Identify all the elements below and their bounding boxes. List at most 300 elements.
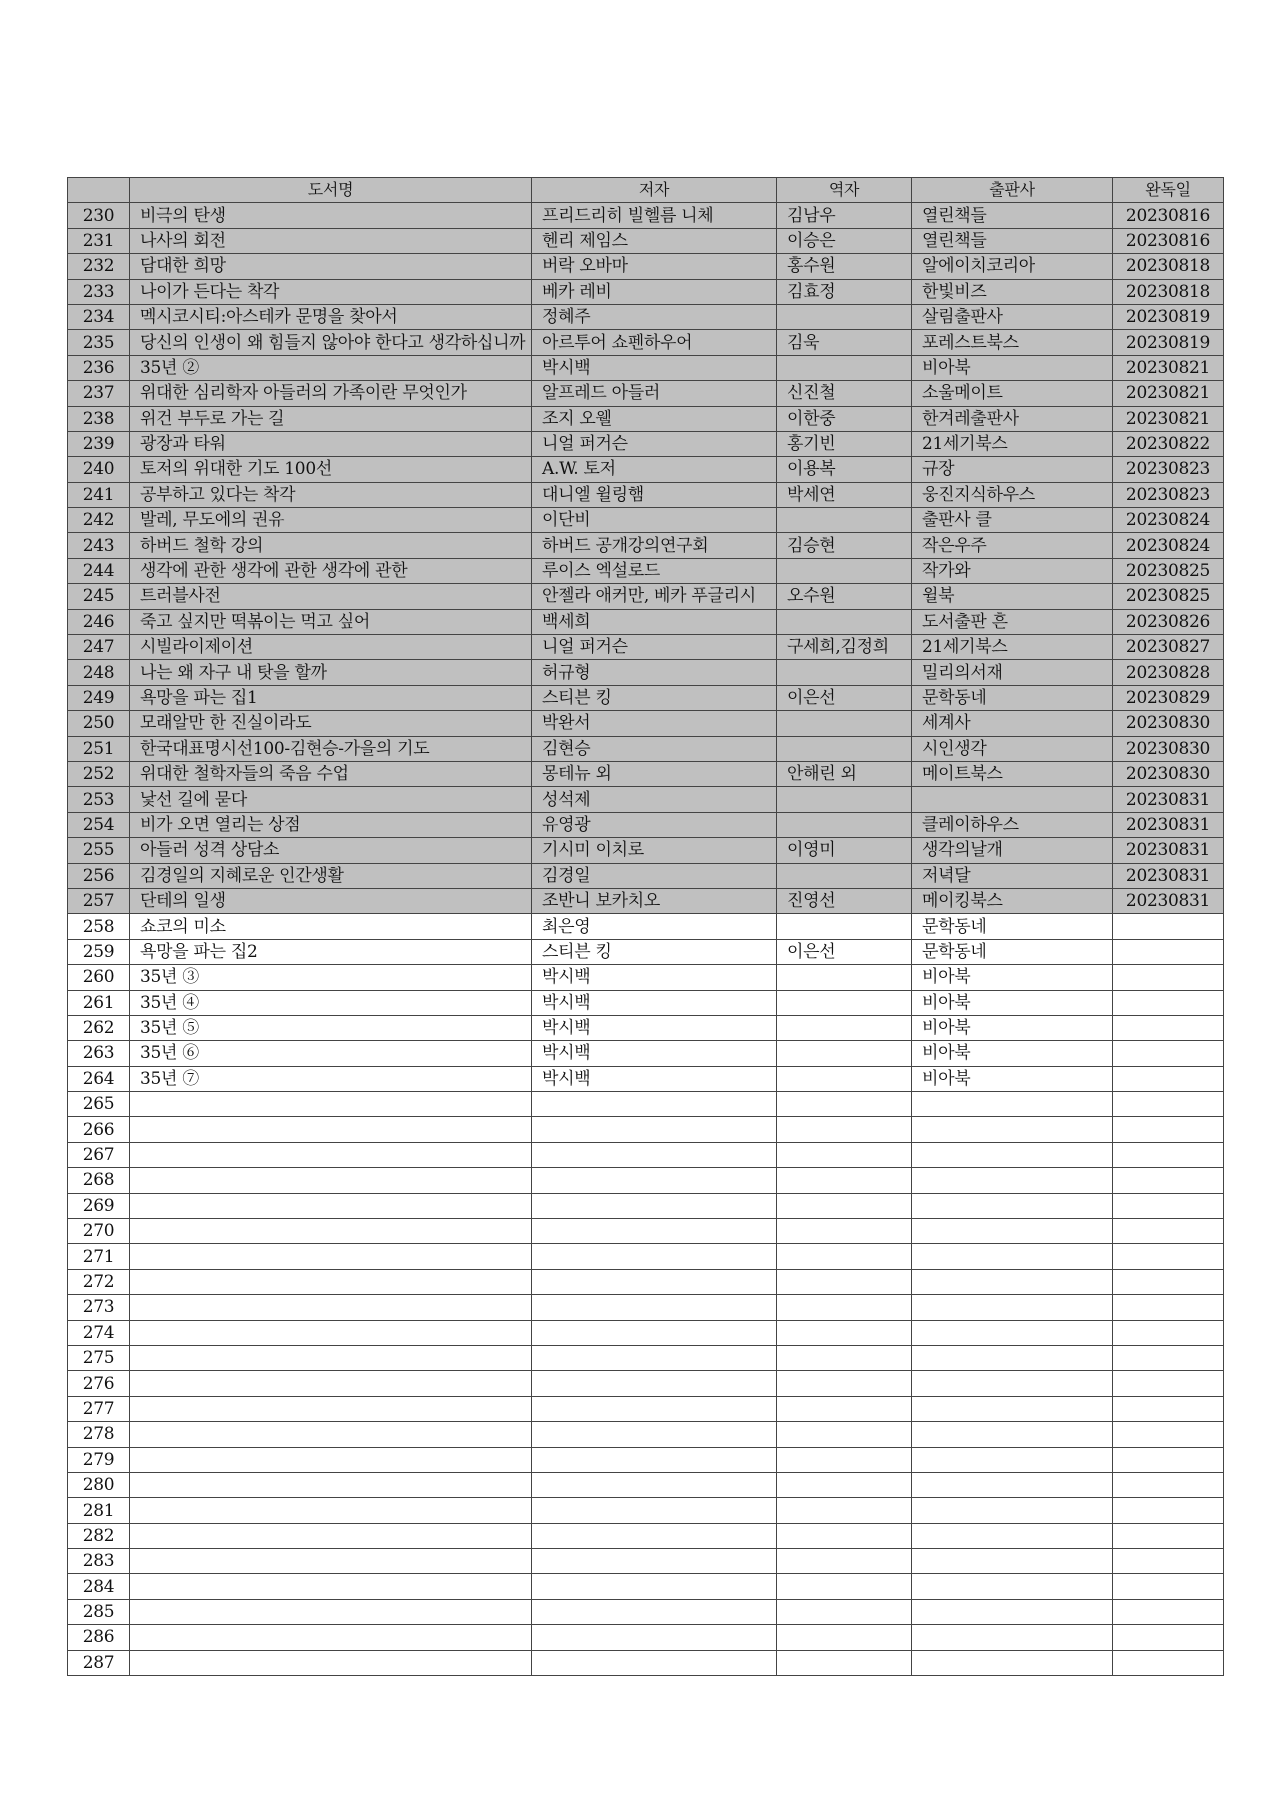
cell-book-title: 35년 ⑥	[130, 1041, 532, 1066]
cell-author: 스티븐 킹	[532, 939, 777, 964]
cell-translator	[777, 1422, 912, 1447]
cell-translator	[777, 914, 912, 939]
cell-author: 알프레드 아들러	[532, 381, 777, 406]
cell-publisher: 열린책들	[912, 203, 1113, 228]
cell-author: 박시백	[532, 1041, 777, 1066]
cell-author	[532, 1574, 777, 1599]
cell-book-title: 쇼코의 미소	[130, 914, 532, 939]
cell-row-number: 270	[68, 1219, 130, 1244]
cell-book-title: 나는 왜 자구 내 탓을 할까	[130, 660, 532, 685]
cell-completed-date	[1113, 1472, 1224, 1497]
cell-publisher: 클레이하우스	[912, 812, 1113, 837]
cell-completed-date	[1113, 1650, 1224, 1675]
table-row	[68, 482, 1224, 507]
cell-author	[532, 1422, 777, 1447]
cell-book-title	[130, 1472, 532, 1497]
table-row	[68, 431, 1224, 456]
cell-author: 박시백	[532, 1066, 777, 1091]
cell-row-number: 271	[68, 1244, 130, 1269]
cell-completed-date	[1113, 1066, 1224, 1091]
cell-book-title	[130, 1396, 532, 1421]
table-row	[68, 1599, 1224, 1624]
cell-author	[532, 1472, 777, 1497]
cell-completed-date	[1113, 1092, 1224, 1117]
cell-row-number: 275	[68, 1345, 130, 1370]
cell-publisher	[912, 1320, 1113, 1345]
cell-row-number: 261	[68, 990, 130, 1015]
cell-translator: 김욱	[777, 330, 912, 355]
cell-row-number: 231	[68, 228, 130, 253]
cell-completed-date	[1113, 1574, 1224, 1599]
cell-completed-date: 20230830	[1113, 736, 1224, 761]
cell-translator	[777, 863, 912, 888]
cell-completed-date	[1113, 1117, 1224, 1142]
cell-publisher	[912, 1498, 1113, 1523]
cell-row-number: 258	[68, 914, 130, 939]
cell-author	[532, 1219, 777, 1244]
cell-completed-date: 20230823	[1113, 482, 1224, 507]
cell-translator	[777, 1498, 912, 1523]
cell-translator	[777, 660, 912, 685]
cell-translator: 안해린 외	[777, 761, 912, 786]
table-row	[68, 1523, 1224, 1548]
cell-completed-date: 20230831	[1113, 812, 1224, 837]
table-row	[68, 660, 1224, 685]
table-row	[68, 812, 1224, 837]
cell-book-title	[130, 1269, 532, 1294]
cell-book-title: 모래알만 한 진실이라도	[130, 711, 532, 736]
cell-book-title: 35년 ⑤	[130, 1015, 532, 1040]
cell-row-number: 260	[68, 965, 130, 990]
cell-row-number: 232	[68, 254, 130, 279]
cell-book-title: 비극의 탄생	[130, 203, 532, 228]
cell-book-title	[130, 1142, 532, 1167]
cell-row-number: 252	[68, 761, 130, 786]
cell-publisher: 웅진지식하우스	[912, 482, 1113, 507]
cell-row-number: 240	[68, 457, 130, 482]
cell-publisher: 메이킹북스	[912, 888, 1113, 913]
cell-row-number: 267	[68, 1142, 130, 1167]
cell-author: 하버드 공개강의연구회	[532, 533, 777, 558]
cell-row-number: 263	[68, 1041, 130, 1066]
cell-publisher: 한빛비즈	[912, 279, 1113, 304]
table-row	[68, 584, 1224, 609]
cell-book-title	[130, 1422, 532, 1447]
cell-book-title	[130, 1599, 532, 1624]
cell-author	[532, 1117, 777, 1142]
cell-completed-date: 20230818	[1113, 254, 1224, 279]
cell-translator	[777, 1345, 912, 1370]
cell-completed-date: 20230822	[1113, 431, 1224, 456]
cell-translator	[777, 1549, 912, 1574]
cell-publisher: 소울메이트	[912, 381, 1113, 406]
header-row	[68, 178, 1224, 203]
cell-translator	[777, 1015, 912, 1040]
cell-row-number: 237	[68, 381, 130, 406]
table-row	[68, 1498, 1224, 1523]
cell-completed-date	[1113, 1523, 1224, 1548]
cell-author	[532, 1244, 777, 1269]
cell-book-title: 단테의 일생	[130, 888, 532, 913]
cell-row-number: 283	[68, 1549, 130, 1574]
cell-author	[532, 1320, 777, 1345]
cell-book-title	[130, 1625, 532, 1650]
cell-book-title	[130, 1498, 532, 1523]
table-row	[68, 1193, 1224, 1218]
cell-publisher: 밀리의서재	[912, 660, 1113, 685]
cell-completed-date	[1113, 1320, 1224, 1345]
cell-publisher	[912, 1295, 1113, 1320]
cell-book-title	[130, 1549, 532, 1574]
cell-row-number: 249	[68, 685, 130, 710]
cell-row-number: 276	[68, 1371, 130, 1396]
cell-publisher: 저녁달	[912, 863, 1113, 888]
cell-row-number: 265	[68, 1092, 130, 1117]
table-row	[68, 635, 1224, 660]
cell-book-title	[130, 1295, 532, 1320]
cell-publisher: 열린책들	[912, 228, 1113, 253]
cell-completed-date	[1113, 1447, 1224, 1472]
cell-row-number: 251	[68, 736, 130, 761]
cell-completed-date	[1113, 1549, 1224, 1574]
cell-row-number: 230	[68, 203, 130, 228]
cell-row-number: 244	[68, 558, 130, 583]
cell-row-number: 274	[68, 1320, 130, 1345]
cell-completed-date: 20230821	[1113, 406, 1224, 431]
header-translator: 역자	[777, 178, 912, 203]
table-row	[68, 1092, 1224, 1117]
cell-translator	[777, 1168, 912, 1193]
cell-book-title: 위대한 철학자들의 죽음 수업	[130, 761, 532, 786]
table-row	[68, 1472, 1224, 1497]
cell-author: 스티븐 킹	[532, 685, 777, 710]
cell-author	[532, 1523, 777, 1548]
cell-author: 니얼 퍼거슨	[532, 635, 777, 660]
cell-translator	[777, 1396, 912, 1421]
cell-author: 백세희	[532, 609, 777, 634]
cell-completed-date: 20230823	[1113, 457, 1224, 482]
cell-author: 김현승	[532, 736, 777, 761]
table-row	[68, 761, 1224, 786]
cell-author: 최은영	[532, 914, 777, 939]
cell-row-number: 273	[68, 1295, 130, 1320]
cell-book-title: 욕망을 파는 집2	[130, 939, 532, 964]
cell-row-number: 259	[68, 939, 130, 964]
cell-completed-date	[1113, 1371, 1224, 1396]
cell-completed-date	[1113, 990, 1224, 1015]
table-row	[68, 1650, 1224, 1675]
cell-author	[532, 1549, 777, 1574]
cell-completed-date	[1113, 939, 1224, 964]
cell-publisher	[912, 1244, 1113, 1269]
cell-completed-date: 20230830	[1113, 761, 1224, 786]
table-row	[68, 1168, 1224, 1193]
cell-completed-date: 20230818	[1113, 279, 1224, 304]
header-title: 도서명	[130, 178, 532, 203]
cell-book-title: 한국대표명시선100-김현승-가을의 기도	[130, 736, 532, 761]
cell-book-title: 멕시코시티:아스테카 문명을 찾아서	[130, 304, 532, 329]
cell-translator: 이용복	[777, 457, 912, 482]
cell-publisher	[912, 1092, 1113, 1117]
cell-translator	[777, 355, 912, 380]
cell-completed-date: 20230824	[1113, 533, 1224, 558]
table-row	[68, 965, 1224, 990]
cell-translator	[777, 965, 912, 990]
cell-completed-date: 20230824	[1113, 508, 1224, 533]
cell-row-number: 255	[68, 838, 130, 863]
table-row	[68, 1320, 1224, 1345]
cell-publisher	[912, 1269, 1113, 1294]
cell-row-number: 264	[68, 1066, 130, 1091]
table-row	[68, 863, 1224, 888]
cell-translator	[777, 1574, 912, 1599]
cell-publisher: 비아북	[912, 355, 1113, 380]
cell-book-title	[130, 1244, 532, 1269]
cell-book-title: 생각에 관한 생각에 관한 생각에 관한	[130, 558, 532, 583]
cell-book-title	[130, 1650, 532, 1675]
cell-translator: 구세희,김정희	[777, 635, 912, 660]
cell-book-title	[130, 1574, 532, 1599]
cell-publisher	[912, 1650, 1113, 1675]
cell-author	[532, 1498, 777, 1523]
cell-author: 니얼 퍼거슨	[532, 431, 777, 456]
cell-translator	[777, 1244, 912, 1269]
cell-book-title	[130, 1219, 532, 1244]
table-row	[68, 1549, 1224, 1574]
cell-completed-date	[1113, 1142, 1224, 1167]
cell-completed-date	[1113, 1193, 1224, 1218]
cell-completed-date	[1113, 1498, 1224, 1523]
cell-completed-date: 20230831	[1113, 838, 1224, 863]
cell-book-title	[130, 1345, 532, 1370]
table-row	[68, 533, 1224, 558]
cell-author: 헨리 제임스	[532, 228, 777, 253]
cell-publisher: 메이트북스	[912, 761, 1113, 786]
cell-publisher: 한겨레출판사	[912, 406, 1113, 431]
cell-author: 박시백	[532, 355, 777, 380]
cell-completed-date: 20230825	[1113, 584, 1224, 609]
table-row	[68, 1574, 1224, 1599]
cell-translator	[777, 1371, 912, 1396]
cell-author: 안젤라 애커만, 베카 푸글리시	[532, 584, 777, 609]
cell-row-number: 248	[68, 660, 130, 685]
cell-translator	[777, 1041, 912, 1066]
cell-publisher: 비아북	[912, 1041, 1113, 1066]
cell-publisher: 출판사 클	[912, 508, 1113, 533]
header-completed-date: 완독일	[1113, 178, 1224, 203]
cell-row-number: 242	[68, 508, 130, 533]
cell-publisher: 문학동네	[912, 914, 1113, 939]
cell-row-number: 256	[68, 863, 130, 888]
cell-completed-date	[1113, 1269, 1224, 1294]
table-row	[68, 736, 1224, 761]
cell-book-title: 당신의 인생이 왜 힘들지 않아야 한다고 생각하십니까	[130, 330, 532, 355]
cell-row-number: 277	[68, 1396, 130, 1421]
cell-book-title: 낯선 길에 묻다	[130, 787, 532, 812]
cell-book-title	[130, 1168, 532, 1193]
table-row	[68, 787, 1224, 812]
cell-row-number: 238	[68, 406, 130, 431]
cell-translator: 이영미	[777, 838, 912, 863]
cell-author	[532, 1371, 777, 1396]
cell-author: 박시백	[532, 990, 777, 1015]
cell-author	[532, 1396, 777, 1421]
cell-translator: 이은선	[777, 939, 912, 964]
cell-translator	[777, 787, 912, 812]
cell-translator	[777, 1472, 912, 1497]
cell-publisher	[912, 1142, 1113, 1167]
cell-completed-date	[1113, 1422, 1224, 1447]
cell-author	[532, 1650, 777, 1675]
cell-completed-date: 20230816	[1113, 228, 1224, 253]
table-row	[68, 1041, 1224, 1066]
cell-translator	[777, 736, 912, 761]
cell-completed-date	[1113, 1168, 1224, 1193]
cell-row-number: 287	[68, 1650, 130, 1675]
table-row	[68, 1015, 1224, 1040]
cell-row-number: 235	[68, 330, 130, 355]
table-row	[68, 1244, 1224, 1269]
cell-completed-date: 20230827	[1113, 635, 1224, 660]
cell-translator	[777, 1650, 912, 1675]
cell-publisher	[912, 1219, 1113, 1244]
cell-author: 박시백	[532, 1015, 777, 1040]
cell-row-number: 286	[68, 1625, 130, 1650]
cell-publisher: 도서출판 흔	[912, 609, 1113, 634]
cell-row-number: 253	[68, 787, 130, 812]
table-row	[68, 203, 1224, 228]
cell-book-title	[130, 1092, 532, 1117]
table-row	[68, 990, 1224, 1015]
cell-completed-date: 20230819	[1113, 304, 1224, 329]
cell-row-number: 268	[68, 1168, 130, 1193]
table-row	[68, 888, 1224, 913]
cell-row-number: 241	[68, 482, 130, 507]
cell-author: 대니엘 윌링햄	[532, 482, 777, 507]
table-row	[68, 406, 1224, 431]
cell-publisher	[912, 1472, 1113, 1497]
cell-translator	[777, 1320, 912, 1345]
cell-row-number: 279	[68, 1447, 130, 1472]
cell-book-title: 공부하고 있다는 착각	[130, 482, 532, 507]
cell-row-number: 257	[68, 888, 130, 913]
cell-completed-date	[1113, 914, 1224, 939]
cell-author: 이단비	[532, 508, 777, 533]
table-row	[68, 279, 1224, 304]
cell-publisher	[912, 1168, 1113, 1193]
cell-publisher: 비아북	[912, 990, 1113, 1015]
table-row	[68, 1345, 1224, 1370]
cell-publisher: 윌북	[912, 584, 1113, 609]
cell-publisher	[912, 1422, 1113, 1447]
cell-completed-date: 20230831	[1113, 863, 1224, 888]
cell-translator	[777, 1117, 912, 1142]
table-row	[68, 330, 1224, 355]
cell-completed-date: 20230831	[1113, 787, 1224, 812]
cell-author: 조반니 보카치오	[532, 888, 777, 913]
cell-completed-date: 20230829	[1113, 685, 1224, 710]
cell-translator	[777, 1193, 912, 1218]
cell-author	[532, 1092, 777, 1117]
cell-publisher	[912, 787, 1113, 812]
cell-book-title: 발레, 무도에의 권유	[130, 508, 532, 533]
cell-row-number: 278	[68, 1422, 130, 1447]
cell-completed-date: 20230819	[1113, 330, 1224, 355]
cell-publisher	[912, 1625, 1113, 1650]
cell-publisher	[912, 1523, 1113, 1548]
cell-completed-date	[1113, 965, 1224, 990]
cell-translator: 신진철	[777, 381, 912, 406]
table-row	[68, 1625, 1224, 1650]
cell-author: 박완서	[532, 711, 777, 736]
table-row	[68, 1269, 1224, 1294]
cell-completed-date	[1113, 1345, 1224, 1370]
cell-row-number: 254	[68, 812, 130, 837]
cell-completed-date: 20230816	[1113, 203, 1224, 228]
cell-book-title: 나이가 든다는 착각	[130, 279, 532, 304]
cell-publisher: 비아북	[912, 1015, 1113, 1040]
cell-row-number: 272	[68, 1269, 130, 1294]
cell-author: 베카 레비	[532, 279, 777, 304]
cell-publisher	[912, 1396, 1113, 1421]
table-row	[68, 609, 1224, 634]
table-row	[68, 939, 1224, 964]
cell-author	[532, 1447, 777, 1472]
cell-author	[532, 1193, 777, 1218]
cell-translator: 이승은	[777, 228, 912, 253]
cell-translator	[777, 812, 912, 837]
cell-author: 조지 오웰	[532, 406, 777, 431]
cell-translator	[777, 1599, 912, 1624]
cell-author: 프리드리히 빌헬름 니체	[532, 203, 777, 228]
cell-row-number: 247	[68, 635, 130, 660]
cell-book-title	[130, 1371, 532, 1396]
cell-publisher: 세계사	[912, 711, 1113, 736]
cell-book-title: 35년 ②	[130, 355, 532, 380]
cell-translator	[777, 1219, 912, 1244]
table-row	[68, 1295, 1224, 1320]
cell-publisher: 21세기북스	[912, 431, 1113, 456]
cell-translator: 이한중	[777, 406, 912, 431]
cell-translator	[777, 711, 912, 736]
cell-row-number: 282	[68, 1523, 130, 1548]
cell-row-number: 284	[68, 1574, 130, 1599]
cell-row-number: 266	[68, 1117, 130, 1142]
cell-author	[532, 1625, 777, 1650]
cell-book-title: 위건 부두로 가는 길	[130, 406, 532, 431]
cell-book-title: 죽고 싶지만 떡볶이는 먹고 싶어	[130, 609, 532, 634]
cell-book-title: 비가 오면 열리는 상점	[130, 812, 532, 837]
table-row	[68, 228, 1224, 253]
cell-completed-date: 20230825	[1113, 558, 1224, 583]
header-author: 저자	[532, 178, 777, 203]
cell-book-title: 시빌라이제이션	[130, 635, 532, 660]
cell-publisher	[912, 1549, 1113, 1574]
cell-author	[532, 1168, 777, 1193]
cell-translator	[777, 1142, 912, 1167]
cell-row-number: 234	[68, 304, 130, 329]
cell-translator	[777, 1625, 912, 1650]
cell-book-title: 김경일의 지혜로운 인간생활	[130, 863, 532, 888]
cell-translator	[777, 990, 912, 1015]
cell-book-title: 나사의 회전	[130, 228, 532, 253]
cell-publisher	[912, 1599, 1113, 1624]
cell-completed-date: 20230830	[1113, 711, 1224, 736]
table-row	[68, 558, 1224, 583]
cell-row-number: 281	[68, 1498, 130, 1523]
cell-row-number: 285	[68, 1599, 130, 1624]
table-row	[68, 1422, 1224, 1447]
